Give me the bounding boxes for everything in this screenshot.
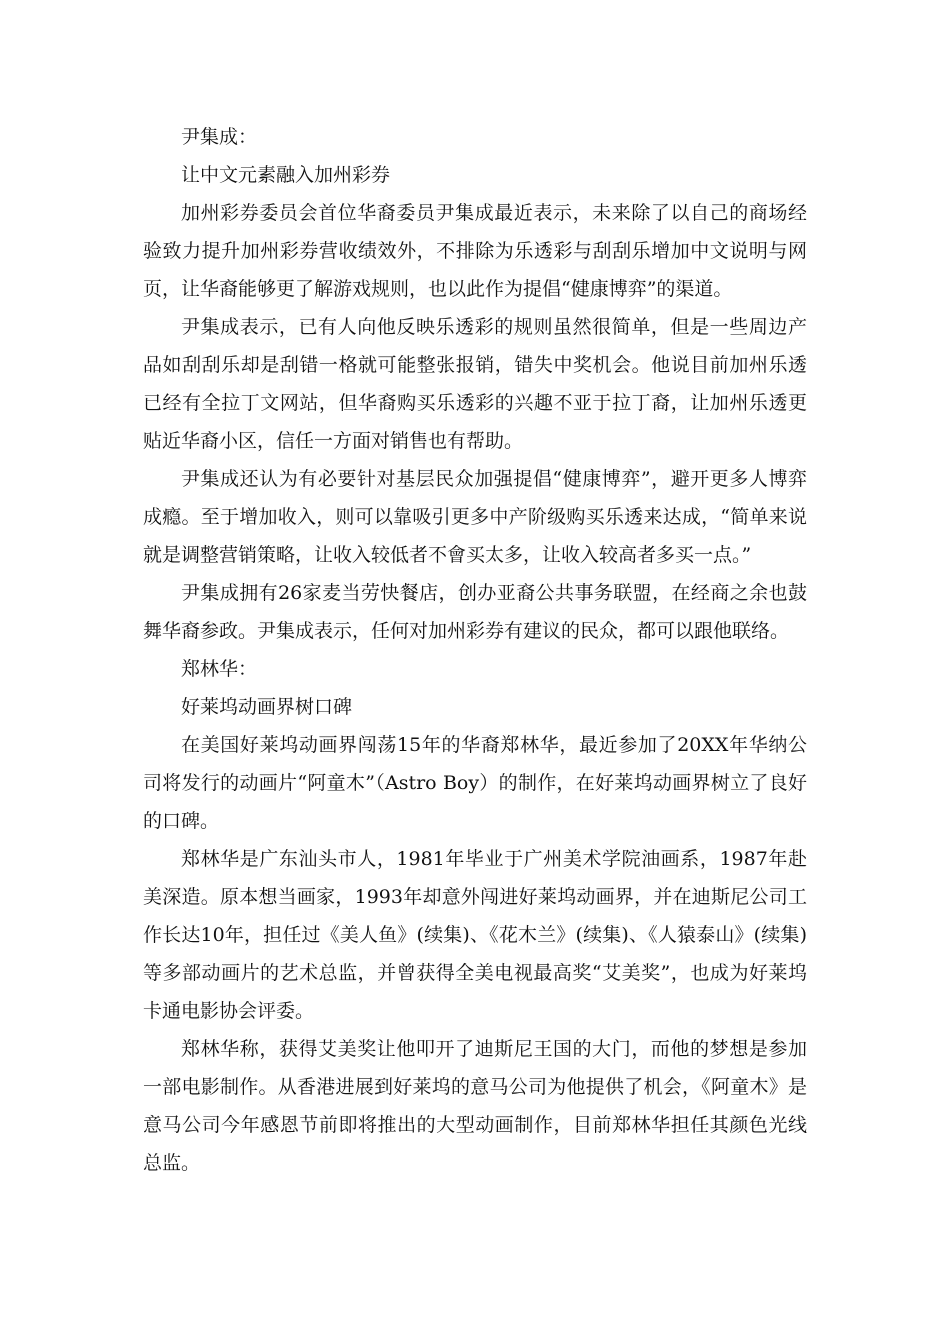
section-1-headline: 让中文元素融入加州彩券: [181, 164, 391, 186]
body-paragraph: 尹集成表示，已有人向他反映乐透彩的规则虽然很简单，但是一些周边产品如刮刮乐却是刮错一格就可能整张报销，错失中奖机会。他说目前加州乐透已经有全拉丁文网站，但华裔购买乐透彩的兴趣不亚于拉丁裔，让加州乐透更贴近华裔小区，信任一方面对销售也有帮助。: [143, 316, 807, 452]
section-2-headline: 好莱坞动画界树口碑: [181, 696, 353, 718]
body-paragraph: 郑林华是广东汕头市人，1981年毕业于广州美术学院油画系，1987年赴美深造。原本想当画家，1993年却意外闯进好莱坞动画界，并在迪斯尼公司工作长达10年，担任过《美人鱼》(续集)、《花木兰》(续集)、《人猿泰山》(续集)等多部动画片的艺术总监，并曾获得全美电视最高奖“艾美奖”，也成为好莱坞卡通电影协会评委。: [143, 848, 807, 1022]
body-paragraph: 尹集成拥有26家麦当劳快餐店，创办亚裔公共事务联盟，在经商之余也鼓舞华裔参政。尹集成表示，任何对加州彩券有建议的民众，都可以跟他联络。: [143, 582, 807, 642]
body-paragraph: 郑林华称，获得艾美奖让他叩开了迪斯尼王国的大门，而他的梦想是参加一部电影制作。从香港进展到好莱坞的意马公司为他提供了机会，《阿童木》是意马公司今年感恩节前即将推出的大型动画制作，目前郑林华担任其颜色光线总监。: [143, 1038, 807, 1174]
document-body: [143, 118, 807, 1182]
body-paragraph: 在美国好莱坞动画界闯荡15年的华裔郑林华，最近参加了20XX年华纳公司将发行的动画片“阿童木”（Astro Boy）的制作，在好莱坞动画界树立了良好的口碑。: [143, 734, 807, 832]
section-2-name: 郑林华：: [181, 658, 258, 680]
body-paragraph: 尹集成还认为有必要针对基层民众加强提倡“健康博弈”，避开更多人博弈成瘾。至于增加收入，则可以靠吸引更多中产阶级购买乐透来达成，“简单来说就是调整营销策略，让收入较低者不會买太多，让收入较高者多买一点。”: [143, 468, 807, 566]
body-paragraph: 加州彩券委员会首位华裔委员尹集成最近表示，未来除了以自己的商场经验致力提升加州彩券营收绩效外，不排除为乐透彩与刮刮乐增加中文说明与网页，让华裔能够更了解游戏规则，也以此作为提倡“健康博弈”的渠道。: [143, 202, 807, 300]
section-1-name: 尹集成：: [181, 126, 258, 148]
